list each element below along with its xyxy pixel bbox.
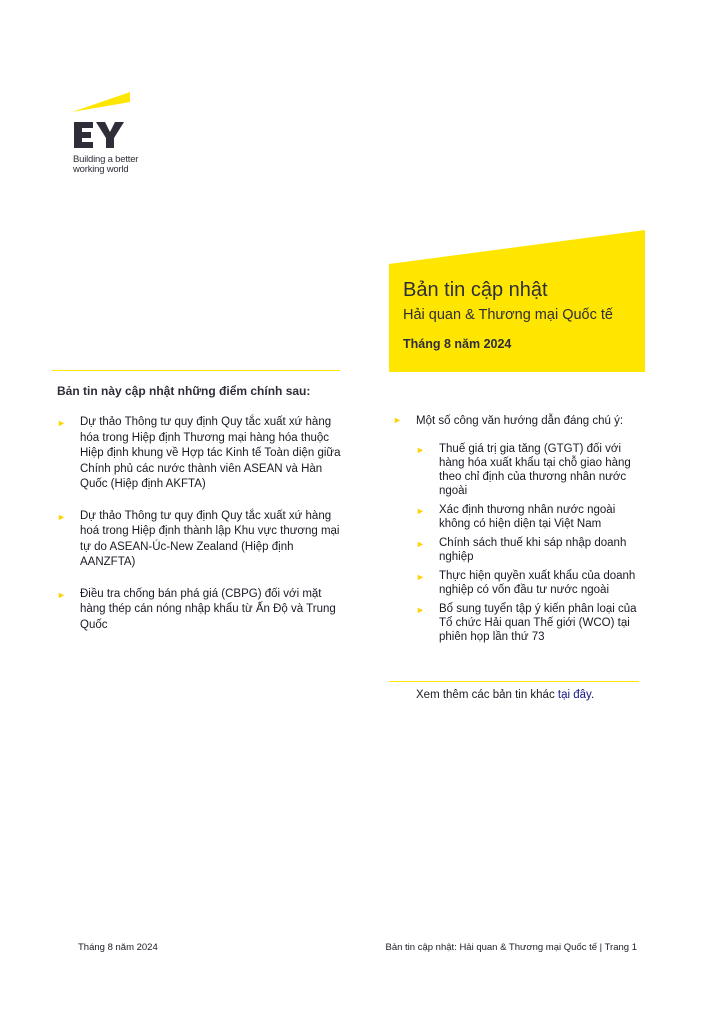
banner-title: Bản tin cập nhật <box>403 279 548 301</box>
left-heading: Bản tin này cập nhật những điểm chính sau: <box>57 384 311 398</box>
see-more-line: Xem thêm các bản tin khác tại đây. <box>416 689 595 701</box>
right-triangle-icon: ► <box>416 605 425 615</box>
right-triangle-icon: ► <box>57 589 66 600</box>
right-divider <box>389 681 639 682</box>
right-triangle-icon: ► <box>416 572 425 582</box>
left-divider <box>52 370 340 371</box>
ey-logo <box>72 90 152 180</box>
right-triangle-icon: ► <box>393 415 402 425</box>
see-more-link[interactable]: tại đây <box>557 689 591 701</box>
list-item: ► Dự thảo Thông tư quy định Quy tắc xuất xứ hàng hóa trong Hiệp định Thương mại hàng hóa thuộc Hiệp định khung về Hợp tác Kinh tế Toàn diện giữa Chính phủ các nước thành viên ASEAN và Hàn Quốc (Hiệp định AKFTA) <box>57 416 341 490</box>
footer-date: Tháng 8 năm 2024 <box>78 942 158 953</box>
banner-subtitle: Hải quan & Thương mại Quốc tế <box>403 307 613 323</box>
logo-tagline: Building a better working world <box>73 154 139 175</box>
right-sub-list <box>416 442 638 649</box>
list-item: ► Điều tra chống bán phá giá (CBPG) đối với mặt hàng thép cán nóng nhập khẩu từ Ấn Độ và Trung Quốc <box>57 587 336 631</box>
page-number: 1 <box>631 942 637 953</box>
right-triangle-icon: ► <box>57 418 66 428</box>
right-triangle-icon: ► <box>416 445 425 455</box>
right-triangle-icon: ► <box>57 511 66 522</box>
list-item: ► Xác định thương nhân nước ngoài không có hiện diện tại Việt Nam <box>416 504 616 530</box>
left-bullet-list <box>57 415 347 649</box>
list-item: ► Chính sách thuế khi sáp nhập doanh nghiệp <box>416 537 627 563</box>
list-item: ► Dự thảo Thông tư quy định Quy tắc xuất xứ hàng hoá trong Hiệp định thành lập Khu vực thương mại tự do ASEAN-Úc-New Zealand (Hiệp định AANZFTA) <box>57 509 340 568</box>
list-item: ► Bổ sung tuyển tập ý kiến phân loại của Tổ chức Hải quan Thế giới (WCO) tại phiên họp lần thứ 73 <box>416 603 637 643</box>
right-triangle-icon: ► <box>416 506 425 516</box>
title-banner <box>389 230 645 372</box>
footer-page-info: Bản tin cập nhật: Hải quan & Thương mại Quốc tế | Trang 1 <box>385 942 637 953</box>
right-triangle-icon: ► <box>416 539 425 549</box>
list-item: ► Thực hiện quyền xuất khẩu của doanh nghiệp có vốn đầu tư nước ngoài <box>416 570 636 596</box>
banner-date: Tháng 8 năm 2024 <box>403 337 512 351</box>
ey-logo-mark-icon <box>72 90 152 152</box>
right-main-item: ► Một số công văn hướng dẫn đáng chú ý: <box>393 415 624 427</box>
list-item: ► Thuế giá trị gia tăng (GTGT) đối với hàng hóa xuất khẩu tại chỗ giao hàng theo chỉ định của thương nhân nước ngoài <box>416 443 631 497</box>
